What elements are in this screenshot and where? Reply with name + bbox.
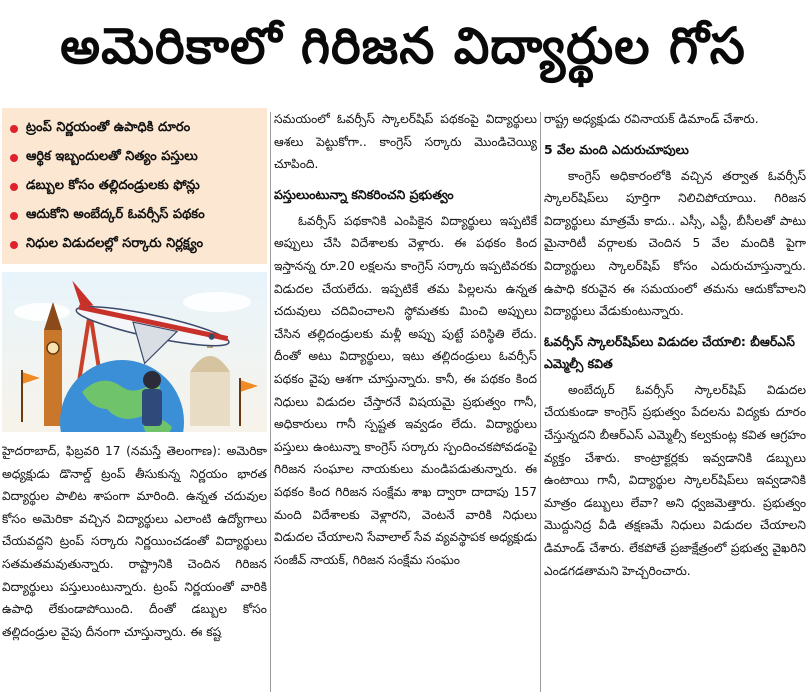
column-2 xyxy=(274,108,537,698)
highlight-text: నిధుల విడుదలల్లో సర్కారు నిర్లక్ష్యం xyxy=(26,235,204,251)
highlight-text: డబ్బుల కోసం తల్లిదండ్రులకు ఫోన్లు xyxy=(26,177,200,193)
highlight-text: ఆర్థిక ఇబ్బందులతో నిత్యం పస్తులు xyxy=(26,148,198,164)
subheading: 5 వేల మంది ఎదురుచూపులు xyxy=(544,141,689,157)
bullet-icon xyxy=(10,125,18,133)
highlight-item xyxy=(8,172,261,201)
column-rule xyxy=(540,112,541,692)
highlight-text: ఆదుకోని అంబేద్కర్ ఓవర్సీస్ పథకం xyxy=(26,206,205,222)
bullet-icon xyxy=(10,241,18,249)
subheading: పస్తులుంటున్నా కనికరించని ప్రభుత్వం xyxy=(274,186,454,202)
col2-body: ఓవర్సీస్ పథకానికి ఎంపికైన విద్యార్థులు ఇప్పటికే అప్పులు చేసి విదేశాలకు వెళ్లారు. ఈ పథకం కింద ఇస్తానన్న రూ.20 లక్షలను కాంగ్రెస్ సర్కారు ఇప్పటివరకు విడుదల చేయలేదు. ఇప్పటికే తమ పిల్లలను ఉన్నత చదువులు చదివించాలని స్థోమతకు మించి అప్పులు చేసిన తల్లిదండ్రులకు మళ్లీ అప్పు పుట్టే పరిస్థితి లేదు. దీంతో అటు విద్యార్థులు, ఇటు తల్లిదండ్రులు ఓవర్సీస్ పథకం వైపు ఆశగా చూస్తున్నారు. కానీ, ఈ పథకం కింద నిధులు విడుదల చేస్తారనే విషయమై ప్రభుత్వం గానీ, అధికారులు గానీ స్పష్టత ఇవ్వడం లేదు. విద్యార్థులు పస్తులు ఉంటున్నా కాంగ్రెస్ సర్కారు స్పందించకపోవడంపై గిరిజన సంఘాల నాయకులు మండిపడుతున్నారు. ఈ పథకం కింద గిరిజన సంక్షేమ శాఖ ద్వారా దాదాపు 157 మంది విదేశాలకు వెళ్లారని, వెంటనే వారికి నిధులు విడుదల చేయాలని సేవాలాల్ సేవ వ్యవస్థాపక అధ్యక్షుడు సంజీవ్ నాయక్, గిరిజన సంక్షేమ సంఘం xyxy=(274,213,537,567)
column-1 xyxy=(2,108,267,698)
highlight-item xyxy=(8,230,261,259)
col1-body-text: అమెరికా అధ్యక్షుడు డొనాల్డ్ ట్రంప్ తీసుకున్న నిర్ణయం భారత విద్యార్థుల పాలిట శాపంగా మారింది. ఉన్నత చదువుల కోసం అమెరికా వచ్చిన విద్యార్థులు ఎలాంటి ఉద్యోగాలు చేయవద్దని ట్రంప్ సర్కారు నిర్ణయించడంతో విద్యార్థులు సతమతమవుతున్నారు. రాష్ట్రానికి చెందిన గిరిజన విద్యార్థులు పస్తులుంటున్నారు. ట్రంప్ నిర్ణయంతో వారికి ఉపాధి లేకుండాపోయింది. దీంతో డబ్బుల కోసం తల్లిదండ్రుల వైపు దీనంగా చూస్తున్నారు. ఈ కష్ట xyxy=(2,444,267,639)
col3-body-2: అంబేద్కర్ ఓవర్సీస్ స్కాలర్‌షిప్ విడుదల చేయకుండా కాంగ్రెస్ ప్రభుత్వం పేదలను విద్యకు దూరం చేస్తున్నదని బీఆర్ఎస్ ఎమ్మెల్సీ కల్వకుంట్ల కవిత ఆగ్రహం వ్యక్తం చేశారు. కాంట్రాక్టర్లకు ఇవ్వడానికి డబ్బులు ఉంటాయి గానీ, విద్యార్థుల స్కాలర్‌షిప్‌లు ఇవ్వడానికి మాత్రం డబ్బులు లేవా? అని ధ్వజమెత్తారు. ప్రభుత్వం మొద్దునిద్ర వీడి తక్షణమే నిధులు విడుదల చేయాలని డిమాండ్ చేశారు. లేకపోతే ప్రజాక్షేత్రంలో ప్రభుత్వ వైఖరిని ఎండగడతామని హెచ్చరించారు. xyxy=(544,382,806,578)
highlight-item xyxy=(8,114,261,143)
airplane-globe-landmarks-illustration xyxy=(2,272,267,432)
highlight-item xyxy=(8,143,261,172)
illustration-svg xyxy=(2,272,267,432)
col2-intro: సమయంలో ఓవర్సీస్ స్కాలర్‌షిప్ పథకంపై విద్యార్థులు ఆశలు పెట్టుకోగా.. కాంగ్రెస్ సర్కారు మొండిచెయ్యి చూపింది. xyxy=(274,112,537,172)
bullet-icon xyxy=(10,212,18,220)
highlight-item xyxy=(8,201,261,230)
headline: అమెరికాలో గిరిజన విద్యార్థుల గోస xyxy=(60,16,746,75)
bullet-icon xyxy=(10,154,18,162)
column-3 xyxy=(544,108,806,698)
article-body-col1 xyxy=(2,440,267,643)
subheading: ఓవర్సీస్ స్కాలర్‌షిప్‌లు విడుదల చేయాలి: బీఆర్ఎస్ ఎమ్మెల్సీ కవిత xyxy=(544,333,795,371)
bullet-icon xyxy=(10,183,18,191)
col3-body-1: కాంగ్రెస్ అధికారంలోకి వచ్చిన తర్వాత ఓవర్సీస్ స్కాలర్‌షిప్‌లు పూర్తిగా నిలిచిపోయాయి. గిరిజన విద్యార్థులు మాత్రమే కాదు.. ఎస్సీ, ఎస్టీ, బీసీలతో పాటు మైనారిటీ వర్గాలకు చెందిన 5 వేల మందికి పైగా విద్యార్థులు స్కాలర్‌షిప్ కోసం ఎదురుచూస్తున్నారు. ఉపాధి కరువైన ఈ సమయంలో తమను ఆదుకోవాలని విద్యార్థులు వేడుకుంటున్నారు. xyxy=(544,168,806,319)
highlights-box xyxy=(2,108,267,264)
column-rule xyxy=(270,112,271,692)
col3-intro: రాష్ట్ర అధ్యక్షుడు రవినాయక్ డిమాండ్ చేశారు. xyxy=(544,112,759,126)
highlight-text: ట్రంప్ నిర్ణయంతో ఉపాధికి దూరం xyxy=(26,119,191,135)
dateline: హైదరాబాద్, ఫిబ్రవరి 17 (నమస్తే తెలంగాణ): xyxy=(2,444,221,458)
